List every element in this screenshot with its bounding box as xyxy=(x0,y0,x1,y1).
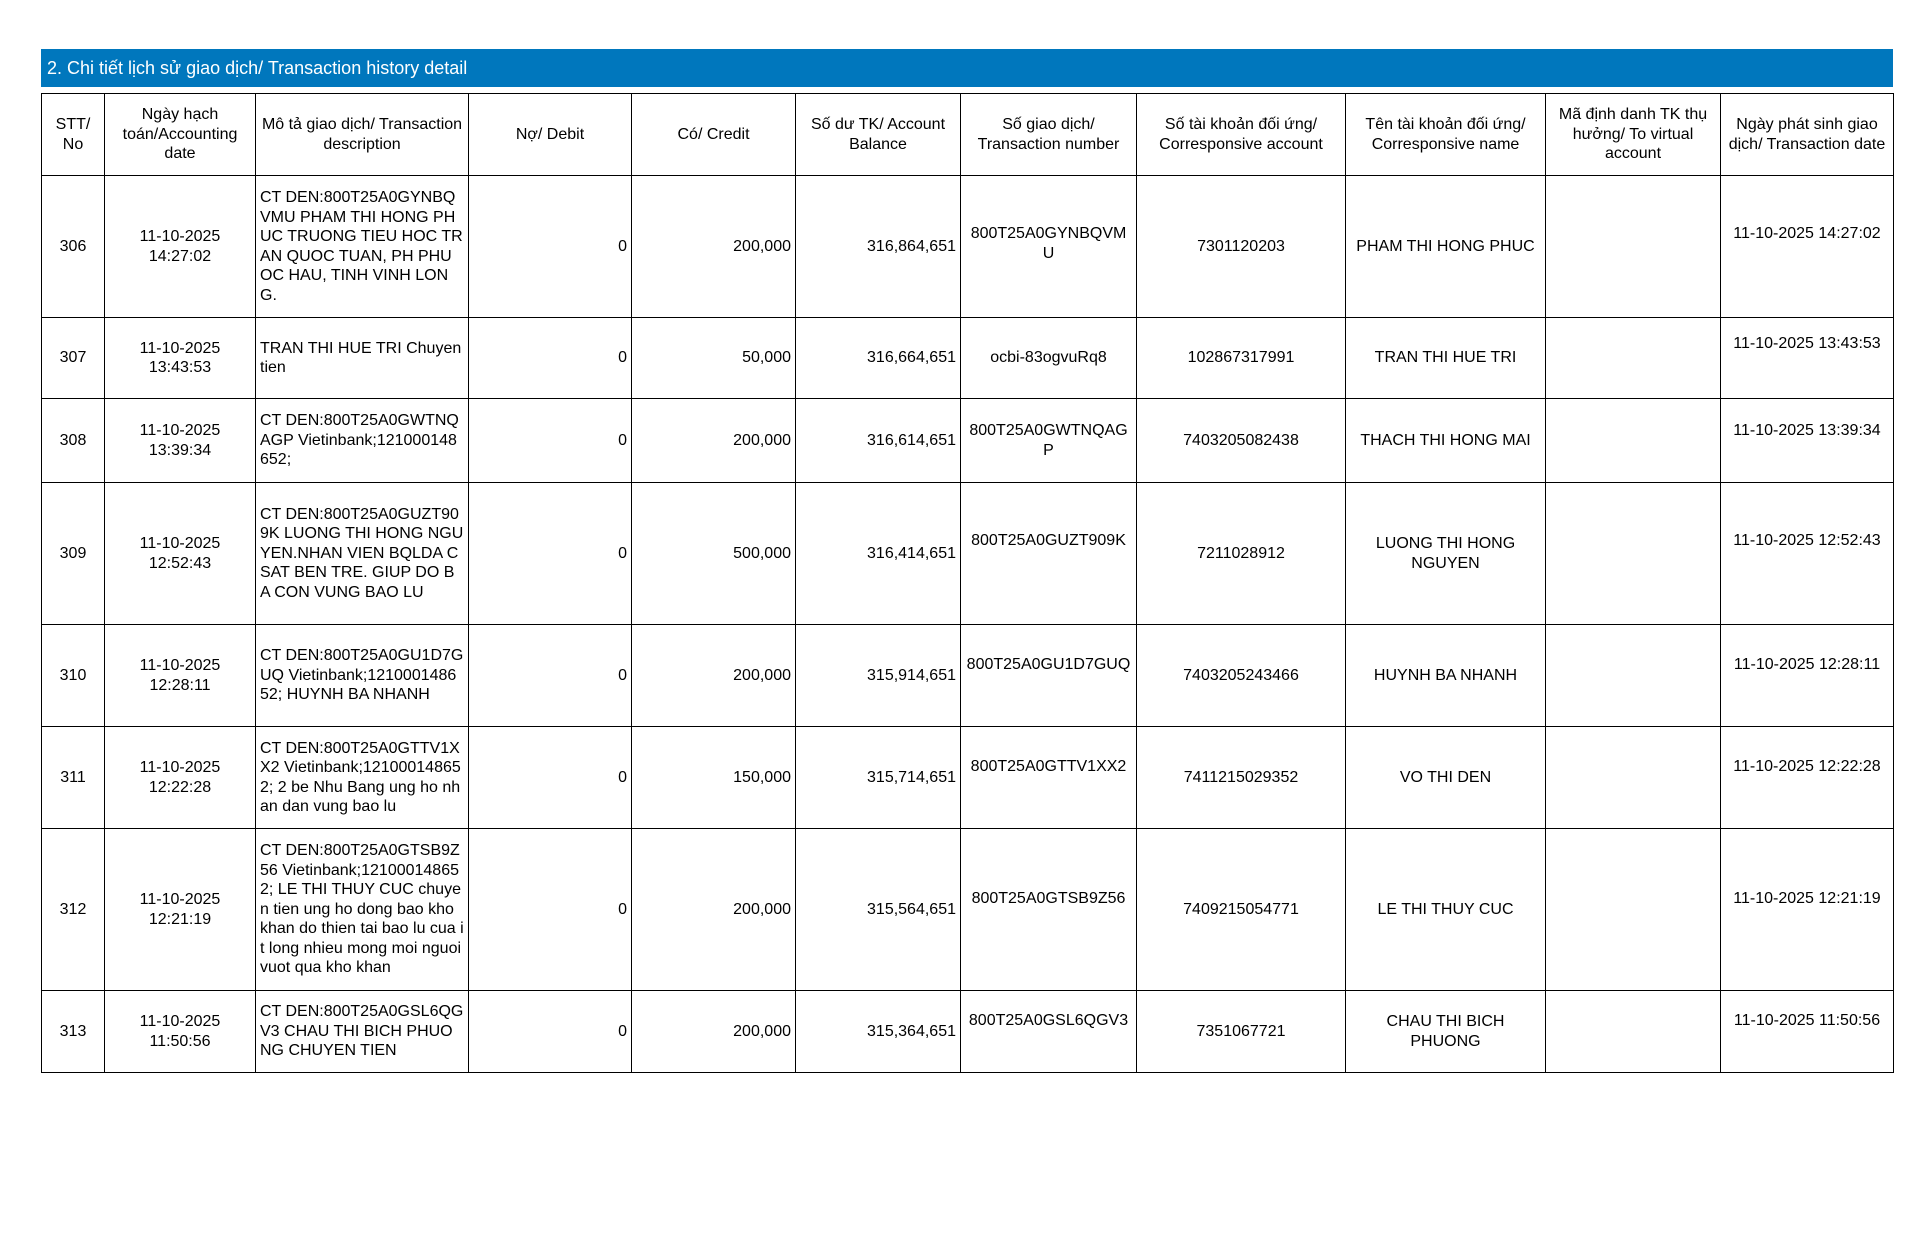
cell-corresponsive-name: LE THI THUY CUC xyxy=(1346,829,1546,991)
cell-no: 311 xyxy=(42,727,105,829)
cell-no: 309 xyxy=(42,483,105,625)
cell-accounting-date: 11-10-2025 12:21:19 xyxy=(105,829,256,991)
cell-corresponsive-name: PHAM THI HONG PHUC xyxy=(1346,176,1546,318)
cell-corresponsive-account: 7211028912 xyxy=(1137,483,1346,625)
cell-no: 306 xyxy=(42,176,105,318)
cell-accounting-date: 11-10-2025 12:28:11 xyxy=(105,625,256,727)
cell-corresponsive-name: VO THI DEN xyxy=(1346,727,1546,829)
cell-virtual-account xyxy=(1546,991,1721,1073)
header-corresponsive-account: Số tài khoản đối ứng/ Corresponsive account xyxy=(1137,94,1346,176)
cell-balance: 315,564,651 xyxy=(796,829,961,991)
cell-debit: 0 xyxy=(469,176,632,318)
cell-accounting-date: 11-10-2025 11:50:56 xyxy=(105,991,256,1073)
table-row xyxy=(42,625,1894,727)
cell-description: CT DEN:800T25A0GU1D7GUQ Vietinbank;121000148652; HUYNH BA NHANH xyxy=(256,625,469,727)
cell-corresponsive-account: 7409215054771 xyxy=(1137,829,1346,991)
cell-transaction-number: 800T25A0GTSB9Z56 xyxy=(961,829,1137,991)
header-debit: Nợ/ Debit xyxy=(469,94,632,176)
header-description: Mô tả giao dịch/ Transaction description xyxy=(256,94,469,176)
cell-no: 310 xyxy=(42,625,105,727)
table-row xyxy=(42,176,1894,318)
cell-credit: 50,000 xyxy=(632,318,796,399)
table-row xyxy=(42,991,1894,1073)
cell-corresponsive-name: TRAN THI HUE TRI xyxy=(1346,318,1546,399)
cell-transaction-number: 800T25A0GTTV1XX2 xyxy=(961,727,1137,829)
table-header-row xyxy=(42,94,1894,176)
cell-credit: 500,000 xyxy=(632,483,796,625)
cell-virtual-account xyxy=(1546,829,1721,991)
cell-balance: 316,664,651 xyxy=(796,318,961,399)
cell-balance: 316,414,651 xyxy=(796,483,961,625)
cell-transaction-number: 800T25A0GU1D7GUQ xyxy=(961,625,1137,727)
cell-description: CT DEN:800T25A0GTSB9Z56 Vietinbank;121000148652; LE THI THUY CUC chuyen tien ung ho dong bao kho khan do thien tai bao lu cua it long nhieu mong moi nguoi vuot qua kho khan xyxy=(256,829,469,991)
cell-description: CT DEN:800T25A0GUZT909K LUONG THI HONG NGUYEN.NHAN VIEN BQLDA CSAT BEN TRE. GIUP DO BA CON VUNG BAO LU xyxy=(256,483,469,625)
cell-debit: 0 xyxy=(469,625,632,727)
cell-corresponsive-account: 7403205243466 xyxy=(1137,625,1346,727)
cell-accounting-date: 11-10-2025 12:22:28 xyxy=(105,727,256,829)
cell-description: CT DEN:800T25A0GTTV1XX2 Vietinbank;121000148652; 2 be Nhu Bang ung ho nhan dan vung bao lu xyxy=(256,727,469,829)
header-corresponsive-name: Tên tài khoản đối ứng/ Corresponsive name xyxy=(1346,94,1546,176)
cell-corresponsive-account: 7411215029352 xyxy=(1137,727,1346,829)
cell-transaction-number: 800T25A0GYNBQVMU xyxy=(961,176,1137,318)
cell-no: 312 xyxy=(42,829,105,991)
cell-virtual-account xyxy=(1546,483,1721,625)
cell-description: CT DEN:800T25A0GSL6QGV3 CHAU THI BICH PHUONG CHUYEN TIEN xyxy=(256,991,469,1073)
cell-credit: 200,000 xyxy=(632,625,796,727)
cell-transaction-date: 11-10-2025 12:28:11 xyxy=(1721,625,1894,727)
cell-balance: 315,364,651 xyxy=(796,991,961,1073)
cell-debit: 0 xyxy=(469,483,632,625)
cell-credit: 200,000 xyxy=(632,991,796,1073)
cell-accounting-date: 11-10-2025 14:27:02 xyxy=(105,176,256,318)
cell-corresponsive-name: LUONG THI HONG NGUYEN xyxy=(1346,483,1546,625)
header-accounting-date: Ngày hạch toán/Accounting date xyxy=(105,94,256,176)
cell-virtual-account xyxy=(1546,399,1721,483)
header-transaction-date: Ngày phát sinh giao dịch/ Transaction date xyxy=(1721,94,1894,176)
table-row xyxy=(42,829,1894,991)
table-row xyxy=(42,318,1894,399)
cell-balance: 316,864,651 xyxy=(796,176,961,318)
cell-accounting-date: 11-10-2025 13:39:34 xyxy=(105,399,256,483)
header-credit: Có/ Credit xyxy=(632,94,796,176)
cell-virtual-account xyxy=(1546,318,1721,399)
cell-corresponsive-account: 102867317991 xyxy=(1137,318,1346,399)
cell-virtual-account xyxy=(1546,727,1721,829)
header-transaction-number: Số giao dịch/ Transaction number xyxy=(961,94,1137,176)
cell-debit: 0 xyxy=(469,727,632,829)
cell-debit: 0 xyxy=(469,318,632,399)
section-title: 2. Chi tiết lịch sử giao dịch/ Transaction history detail xyxy=(41,49,1893,87)
cell-description: TRAN THI HUE TRI Chuyen tien xyxy=(256,318,469,399)
cell-debit: 0 xyxy=(469,991,632,1073)
header-no: STT/ No xyxy=(42,94,105,176)
cell-transaction-date: 11-10-2025 12:52:43 xyxy=(1721,483,1894,625)
cell-transaction-date: 11-10-2025 12:22:28 xyxy=(1721,727,1894,829)
cell-transaction-date: 11-10-2025 12:21:19 xyxy=(1721,829,1894,991)
cell-debit: 0 xyxy=(469,399,632,483)
cell-balance: 315,714,651 xyxy=(796,727,961,829)
cell-corresponsive-account: 7351067721 xyxy=(1137,991,1346,1073)
cell-corresponsive-name: CHAU THI BICH PHUONG xyxy=(1346,991,1546,1073)
table-row xyxy=(42,483,1894,625)
cell-credit: 200,000 xyxy=(632,399,796,483)
header-virtual-account: Mã định danh TK thụ hưởng/ To virtual account xyxy=(1546,94,1721,176)
cell-transaction-date: 11-10-2025 13:39:34 xyxy=(1721,399,1894,483)
cell-no: 313 xyxy=(42,991,105,1073)
cell-accounting-date: 11-10-2025 12:52:43 xyxy=(105,483,256,625)
cell-transaction-number: 800T25A0GSL6QGV3 xyxy=(961,991,1137,1073)
cell-corresponsive-name: THACH THI HONG MAI xyxy=(1346,399,1546,483)
cell-description: CT DEN:800T25A0GWTNQAGP Vietinbank;121000148652; xyxy=(256,399,469,483)
cell-transaction-date: 11-10-2025 13:43:53 xyxy=(1721,318,1894,399)
cell-corresponsive-account: 7403205082438 xyxy=(1137,399,1346,483)
header-balance: Số dư TK/ Account Balance xyxy=(796,94,961,176)
cell-corresponsive-name: HUYNH BA NHANH xyxy=(1346,625,1546,727)
cell-credit: 200,000 xyxy=(632,176,796,318)
cell-no: 308 xyxy=(42,399,105,483)
cell-corresponsive-account: 7301120203 xyxy=(1137,176,1346,318)
table-row xyxy=(42,399,1894,483)
cell-balance: 316,614,651 xyxy=(796,399,961,483)
cell-virtual-account xyxy=(1546,625,1721,727)
cell-accounting-date: 11-10-2025 13:43:53 xyxy=(105,318,256,399)
cell-virtual-account xyxy=(1546,176,1721,318)
cell-transaction-number: 800T25A0GUZT909K xyxy=(961,483,1137,625)
cell-debit: 0 xyxy=(469,829,632,991)
cell-transaction-number: 800T25A0GWTNQAGP xyxy=(961,399,1137,483)
cell-credit: 150,000 xyxy=(632,727,796,829)
transaction-table xyxy=(41,93,1894,1073)
cell-transaction-number: ocbi-83ogvuRq8 xyxy=(961,318,1137,399)
cell-description: CT DEN:800T25A0GYNBQVMU PHAM THI HONG PHUC TRUONG TIEU HOC TRAN QUOC TUAN, PH PHUOC HAU, TINH VINH LONG. xyxy=(256,176,469,318)
cell-balance: 315,914,651 xyxy=(796,625,961,727)
cell-no: 307 xyxy=(42,318,105,399)
cell-credit: 200,000 xyxy=(632,829,796,991)
cell-transaction-date: 11-10-2025 11:50:56 xyxy=(1721,991,1894,1073)
cell-transaction-date: 11-10-2025 14:27:02 xyxy=(1721,176,1894,318)
table-row xyxy=(42,727,1894,829)
